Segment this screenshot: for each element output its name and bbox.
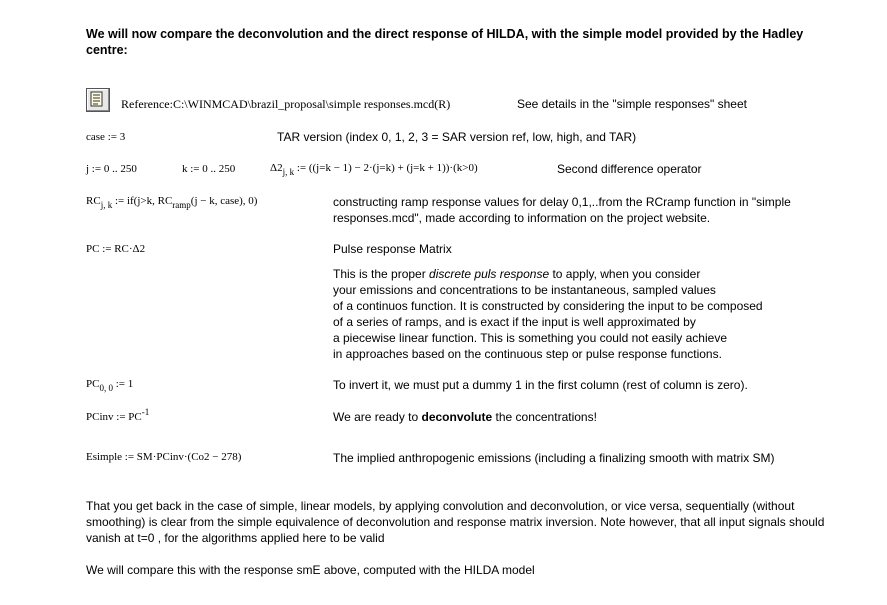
rc-ramp-subscript: ramp: [172, 200, 191, 210]
pc00-subscript: 0, 0: [99, 383, 113, 393]
case-definition: case := 3: [86, 131, 126, 143]
second-difference-definition: [270, 162, 478, 177]
rc-lhs-subscript: j, k: [100, 200, 113, 210]
pc-description-line: your emissions and concentrations to be instantaneous, sampled values: [333, 283, 716, 297]
pc-description-line: a piecewise linear function. This is something you could not easily achieve: [333, 331, 727, 345]
closing-paragraph: That you get back in the case of simple, linear models, by applying convolution and deconvolution, or vice versa, sequentially (without smoothing) is clear from the simple equivalence of deconvolution and response matrix inversion. Note however, that all input signals should vanish at t=0 , for the algorithms applied here to be valid: [86, 499, 825, 545]
pc00-rhs: := 1: [115, 378, 134, 390]
delta-subscript: j, k: [282, 167, 295, 177]
j-range-definition: j := 0 .. 250: [86, 163, 137, 175]
pc00-comment: To invert it, we must put a dummy 1 in the first column (rest of column is zero).: [333, 378, 748, 392]
case-comment: TAR version (index 0, 1, 2, 3 = SAR version ref, low, high, and TAR): [277, 130, 637, 144]
k-range-definition: k := 0 .. 250: [182, 163, 236, 175]
final-line: We will compare this with the response smE above, computed with the HILDA model: [86, 563, 535, 577]
rc-rhs-post: (j − k, case), 0): [190, 195, 258, 207]
esimple-definition: Esimple := SM·PCinv·(Co2 − 278): [86, 451, 242, 463]
pc00-definition: [86, 378, 134, 393]
reference-path[interactable]: Reference:C:\WINMCAD\brazil_proposal\simple responses.mcd(R): [121, 97, 451, 111]
second-difference-comment: Second difference operator: [557, 162, 702, 176]
pc-description-line: in approaches based on the continuous step or pulse response functions.: [333, 347, 722, 361]
reference-note: See details in the "simple responses" sheet: [517, 97, 747, 111]
pc-description-line: This is the proper discrete puls response to apply, when you consider: [333, 267, 701, 281]
delta-lhs: Δ2: [270, 162, 283, 174]
pc-description-emphasis: discrete puls response: [429, 267, 550, 281]
pcinv-definition: [86, 407, 150, 423]
pc-description: [333, 266, 763, 362]
pc-description-line: of a series of ramps, and is exact if the input is well approximated by: [333, 315, 696, 329]
pc-description-line: of a continuos function. It is constructed by considering the input to be composed: [333, 299, 763, 313]
pcinv-comment: We are ready to deconvolute the concentrations!: [333, 410, 597, 424]
rc-definition: [86, 195, 258, 210]
rc-rhs-pre: := if(j>k, RC: [114, 195, 173, 207]
intro-heading: We will now compare the deconvolution and the direct response of HILDA, with the simple model provided by the Hadley centre:: [86, 27, 804, 57]
pcinv-lhs: PCinv := PC: [86, 411, 142, 423]
esimple-comment: The implied anthropogenic emissions (including a finalizing smooth with matrix SM): [333, 451, 775, 465]
case-value: 3: [119, 131, 126, 143]
delta-rhs: := ((j=k − 1) − 2·(j=k) + (j=k + 1))·(k>0): [296, 162, 478, 174]
case-name: case: [86, 131, 105, 143]
pc-definition: PC := RC·Δ2: [86, 243, 146, 255]
pc00-lhs: PC: [86, 378, 100, 390]
pcinv-superscript: -1: [141, 407, 150, 417]
rc-lhs: RC: [86, 195, 101, 207]
deconvolute-emphasis: deconvolute: [421, 410, 493, 424]
document-reference-icon[interactable]: [86, 88, 110, 112]
pc-comment-title: Pulse response Matrix: [333, 242, 452, 256]
rc-comment: constructing ramp response values for delay 0,1,..from the RCramp function in "simple responses.mcd", made according to information on the project website.: [333, 195, 791, 225]
